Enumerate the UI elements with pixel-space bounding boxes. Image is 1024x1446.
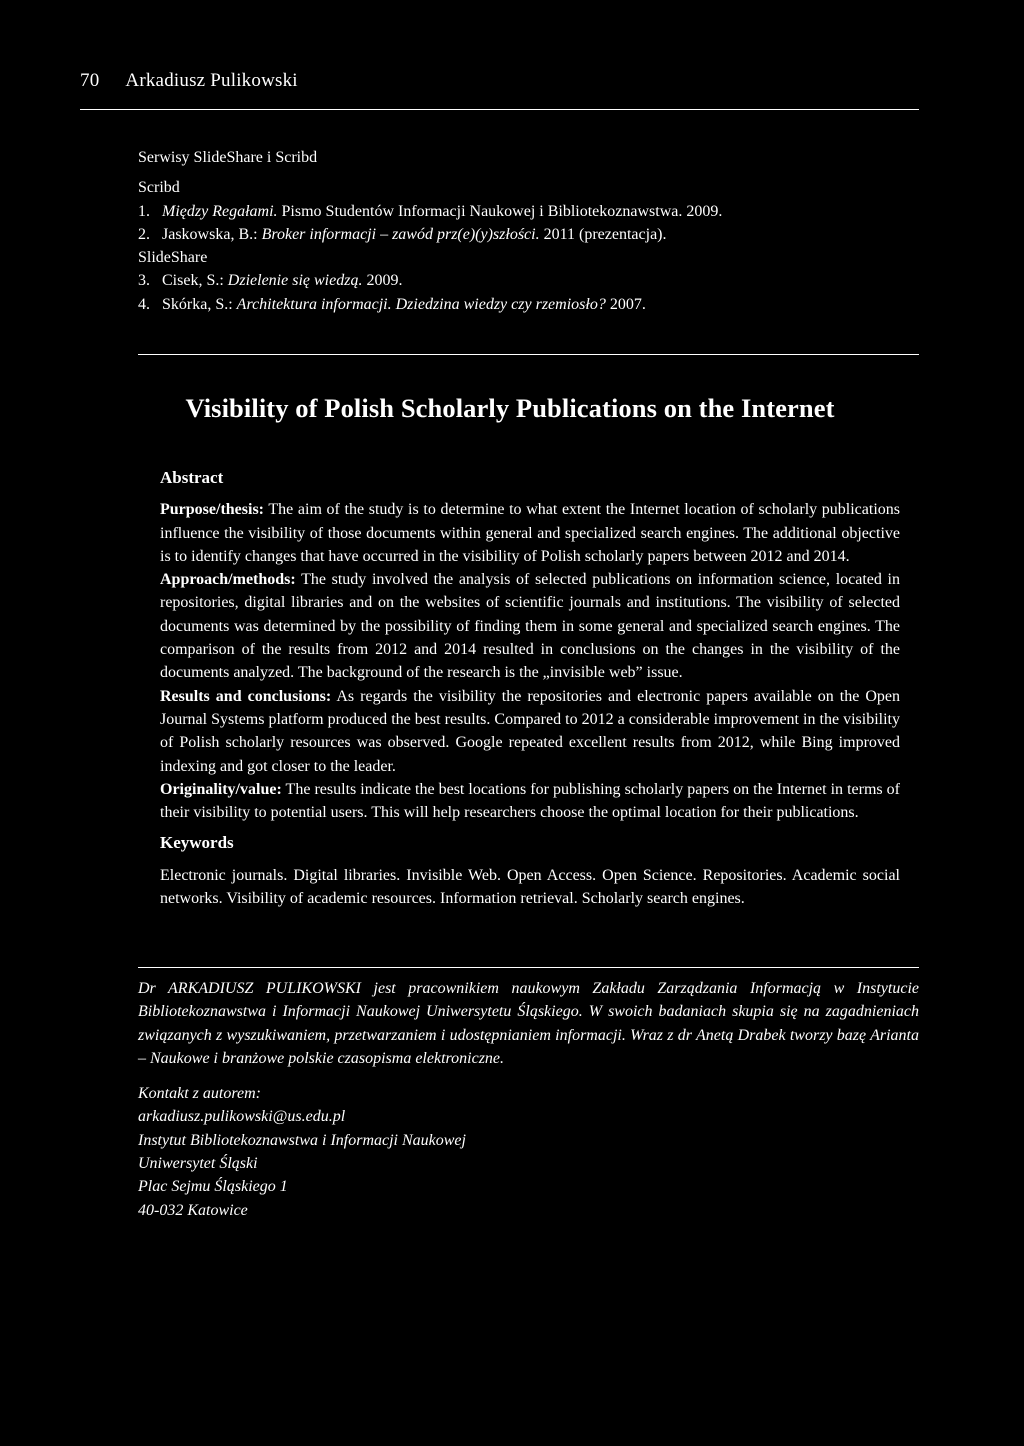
reference-item: 3. Cisek, S.: Dzielenie się wiedzą. 2009. (138, 272, 403, 290)
author-bio (138, 977, 919, 1222)
abstract-paragraph: Originality/value: The results indicate the best locations for publishing scholarly papers on the Internet in terms of their visibility to potential users. This will help researchers choose the optimal location for their publications. (160, 780, 900, 822)
keywords-text: Electronic journals. Digital libraries. Invisible Web. Open Access. Open Science. Repositories. Academic social networks. Visibility of academic resources. Information retrieval. Scholarly search engines. (160, 866, 900, 908)
references-heading: Serwisy SlideShare i Scribd (138, 149, 318, 166)
article-title: Visibility of Polish Scholarly Publications on the Internet (185, 393, 835, 423)
reference-item: 1. Między Regałami. Pismo Studentów Informacji Naukowej i Bibliotekoznawstwa. 2009. (138, 202, 723, 220)
bio-text: Dr ARKADIUSZ PULIKOWSKI jest pracownikiem naukowym Zakładu Zarządzania Informacją w Instytucie Bibliotekoznawstwa i Informacji Naukowej Uniwersytetu Śląskiego. W swoich badaniach skupia się na zagadnieniach związanych z wyszukiwaniem, przetwarzaniem i udostępnianiem informacji. Wraz z dr Anetą Drabek tworzy bazę Arianta – Naukowe i branżowe polskie czasopisma elektroniczne. (138, 980, 919, 1067)
address-line: Plac Sejmu Śląskiego 1 (138, 1178, 288, 1196)
reference-group-label: SlideShare (138, 249, 208, 267)
reference-item: 4. Skórka, S.: Architektura informacji. Dziedzina wiedzy czy rzemiosło? 2007. (138, 295, 646, 313)
abstract-heading: Abstract (160, 468, 224, 487)
reference-group (138, 246, 900, 316)
contact-label: Kontakt z autorem: (138, 1085, 261, 1103)
address-line: 40-032 Katowice (138, 1201, 248, 1219)
reference-item: 2. Jaskowska, B.: Broker informacji – zawód prz(e)(y)szłości. 2011 (prezentacja). (138, 225, 667, 243)
abstract-paragraph: Approach/methods: The study involved the analysis of selected publications on information science, located in repositories, digital libraries and on the websites of scientific journals and institutions. The visibility of selected documents was determined by the possibility of finding them in some general and specialized search engines. The comparison of the results from 2012 and 2014 resulted in conclusions on the changes in the visibility of the documents analyzed. The background of the research is the „invisible web” issue. (160, 571, 900, 682)
contact-email: arkadiusz.pulikowski@us.edu.pl (138, 1108, 346, 1126)
keywords-heading: Keywords (160, 833, 234, 853)
running-author: Arkadiusz Pulikowski (125, 70, 298, 91)
references-section (138, 146, 900, 316)
contact-block (138, 1082, 919, 1222)
abstract-section (160, 466, 900, 910)
reference-group-label: Scribd (138, 179, 180, 197)
page-number: 70 (80, 70, 100, 91)
abstract-paragraph: Purpose/thesis: The aim of the study is to determine to what extent the Internet location of scholarly publications influence the visibility of those documents within general and specialized search engines. The additional objective is to identify changes that have occurred in the visibility of Polish scholarly papers between 2012 and 2014. (160, 501, 900, 565)
address-line: Uniwersytet Śląski (138, 1155, 258, 1173)
section-rule (138, 354, 919, 355)
footer-rule (138, 967, 919, 968)
abstract-paragraph: Results and conclusions: As regards the visibility the repositories and electronic papers available on the Open Journal Systems platform produced the best results. Compared to 2012 a considerable improvement in the visibility of Polish scholarly resources was observed. Google repeated excellent results from 2012, while Bing improved indexing and got closer to the leader. (160, 687, 901, 775)
reference-group (138, 176, 900, 246)
running-header (80, 70, 298, 92)
header-rule (80, 109, 919, 110)
address-line: Instytut Bibliotekoznawstwa i Informacji Naukowej (138, 1131, 466, 1149)
